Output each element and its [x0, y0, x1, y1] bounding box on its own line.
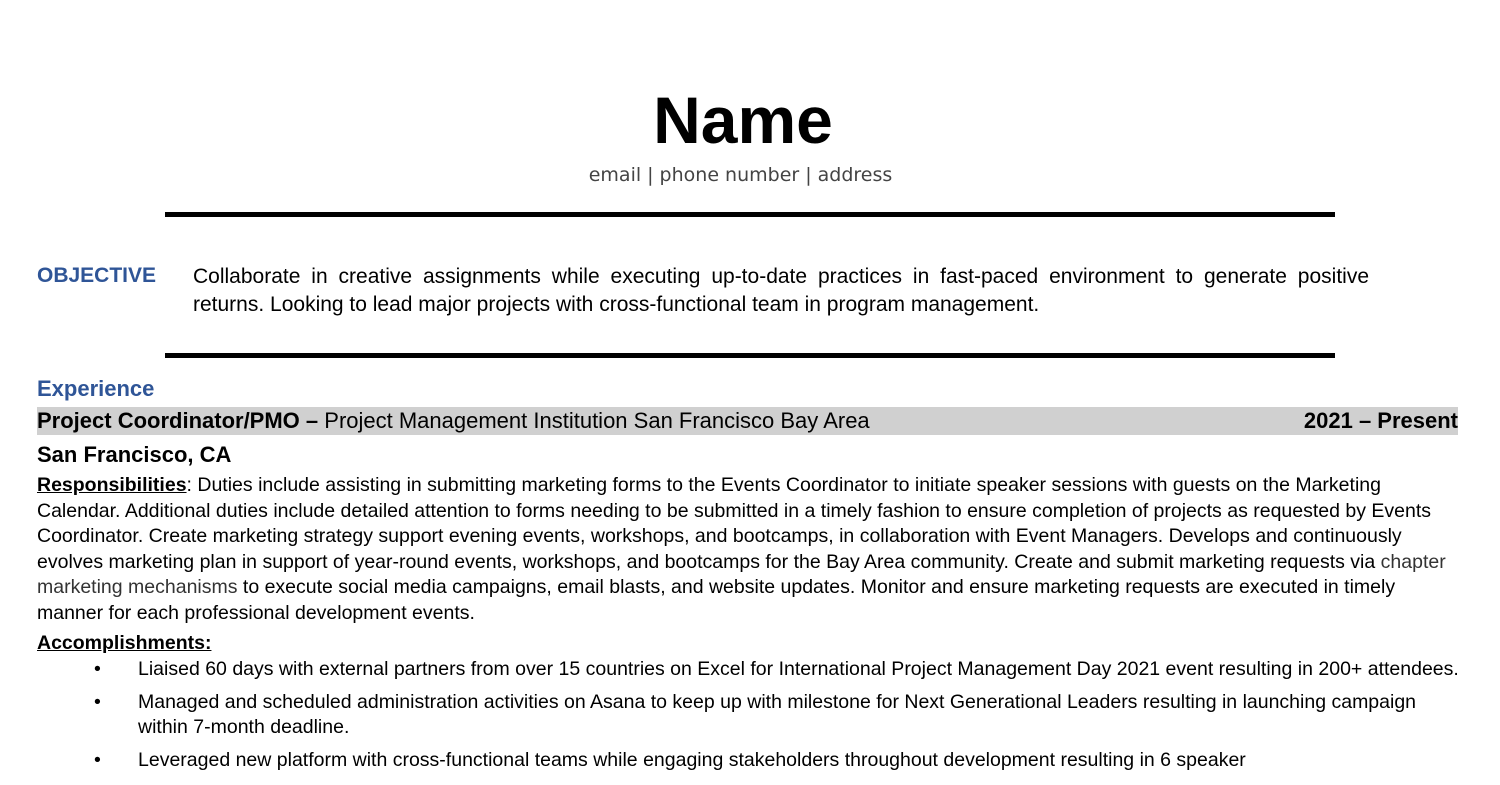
bullet-icon: • [94, 658, 101, 680]
job-organization: Project Management Institution San Francisco Bay Area [318, 408, 870, 433]
list-item [37, 690, 1462, 741]
accomplishment-text: Leveraged new platform with cross-functional teams while engaging stakeholders throughout development resulting in 6 speaker [138, 748, 1246, 771]
job-dates: 2021 – Present [1303, 408, 1458, 433]
objective-text: Collaborate in creative assignments while executing up-to-date practices in fast-paced environment to generate positive returns. Looking to lead major projects with cross-functional team in program management. [193, 265, 1369, 316]
contact-address: address [817, 164, 893, 186]
responsibilities-label: Responsibilities [37, 474, 187, 496]
accomplishments-list [37, 657, 1462, 780]
responsibilities-link-text: chapter marketing mechanisms [37, 550, 1446, 598]
objective-divider [165, 353, 1335, 358]
bullet-icon: • [94, 748, 101, 771]
accomplishment-text: Liaised 60 days with external partners from over 15 countries on Excel for International Project Management Day 2021 event resulting in 200+ attendees. [138, 658, 1459, 680]
accomplishments-label: Accomplishments: [37, 632, 212, 654]
list-item [37, 657, 1462, 683]
contact-email: email [588, 164, 642, 186]
contact-separator: | [647, 164, 654, 186]
bullet-icon: • [94, 690, 101, 713]
job-title-bar [37, 407, 1458, 435]
contact-phone: phone number [659, 164, 800, 186]
experience-heading: Experience [37, 376, 155, 401]
candidate-name: Name [653, 83, 833, 157]
contact-separator: | [805, 164, 812, 186]
responsibilities-text: : Duties include assisting in submitting marketing forms to the Events Coordinator to initiate speaker sessions with guests on the Marketing Calendar. Additional duties include detailed attention to forms needing to be submitted in a timely fashion to ensure completion of projects as requested by Events Coordinator. Create marketing strategy support evening events, workshops, and bootcamps, in collaboration with Event Managers. Develops and continuously evolves marketing plan in support of year-round events, workshops, and bootcamps for the Bay Area community. Create and submit marketing requests via [37, 474, 1432, 573]
job-role: Project Coordinator/PMO – [37, 408, 319, 433]
job-location: San Francisco, CA [37, 442, 232, 467]
objective-heading: OBJECTIVE [37, 264, 157, 287]
responsibilities-paragraph [37, 473, 1461, 626]
responsibilities-text-end: to execute social media campaigns, email blasts, and website updates. Monitor and ensure marketing requests are executed in timely manner for each professional development events. [37, 576, 1396, 624]
header-divider [165, 212, 1335, 217]
list-item [37, 748, 1462, 774]
accomplishment-text: Managed and scheduled administration activities on Asana to keep up with milestone for Next Generational Leaders resulting in launching campaign within 7-month deadline. [138, 690, 1417, 738]
contact-line [0, 162, 1481, 188]
